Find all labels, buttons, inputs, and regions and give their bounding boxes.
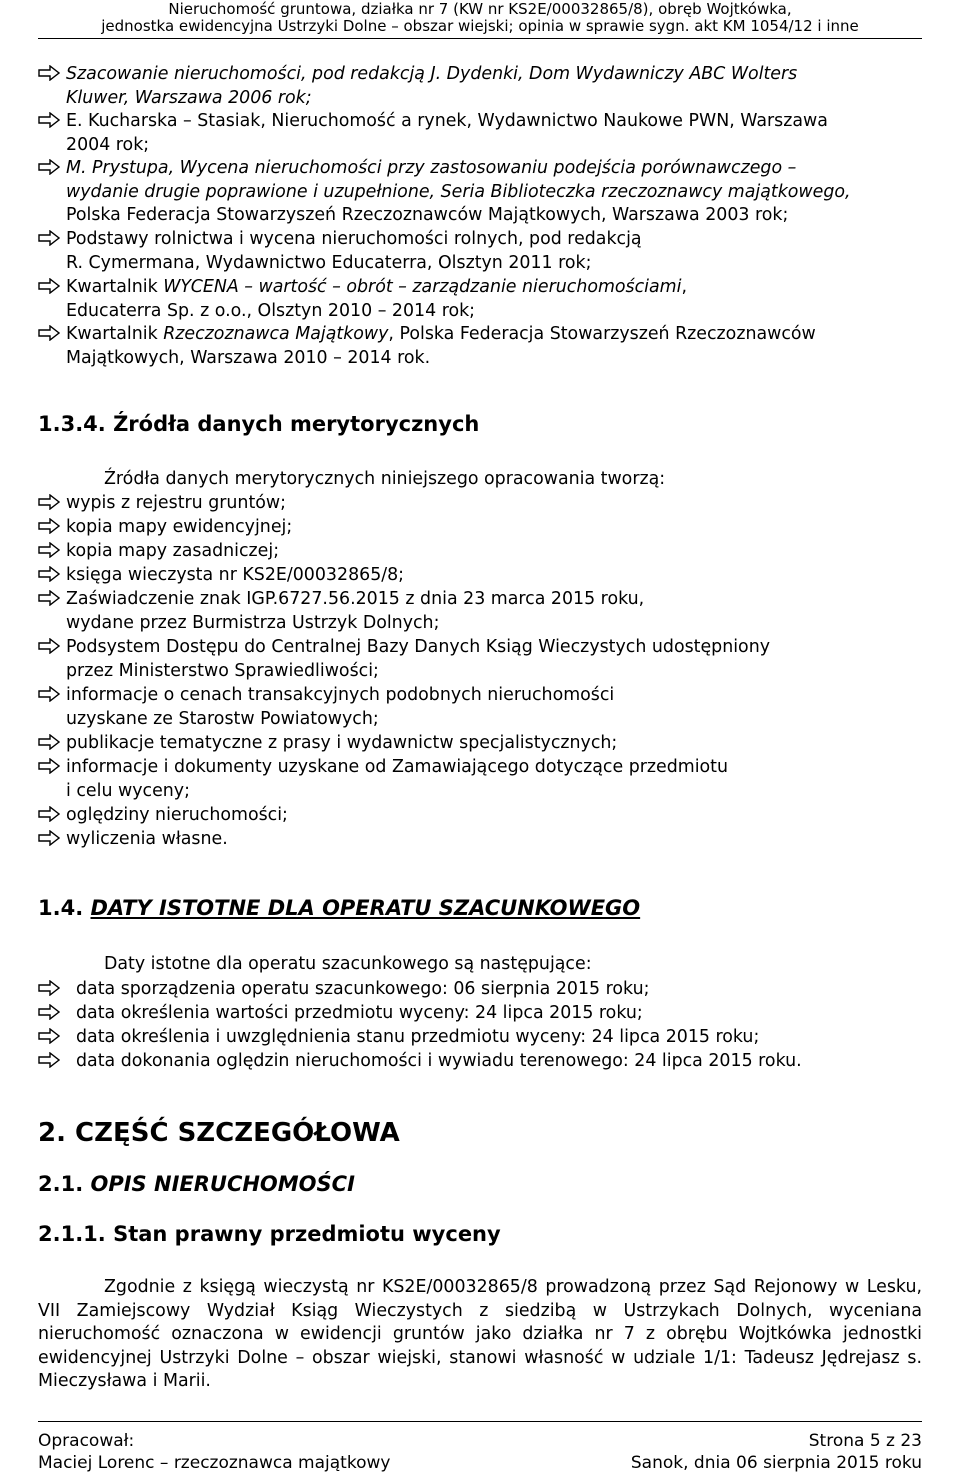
arrow-right-outline-icon — [38, 1004, 60, 1020]
arrow-right-outline-icon — [38, 566, 60, 582]
section-heading: 2.1.1. Stan prawny przedmiotu wyceny — [38, 1222, 501, 1246]
arrow-right-outline-icon — [38, 806, 60, 822]
arrow-right-outline-icon — [38, 1028, 60, 1044]
section-heading: 1.3.4. Źródła danych merytorycznych — [38, 412, 480, 436]
arrow-right-outline-icon — [38, 686, 60, 702]
section-intro: Źródła danych merytorycznych niniejszego opracowania tworzą: — [104, 469, 666, 489]
list-item: kopia mapy ewidencyjnej; — [66, 516, 926, 540]
arrow-right-outline-icon — [38, 159, 60, 175]
arrow-right-outline-icon — [38, 112, 60, 128]
arrow-right-outline-icon — [38, 1052, 60, 1068]
section-heading: 1.4. DATY ISTOTNE DLA OPERATU SZACUNKOWEGO — [38, 896, 641, 920]
literature-item: Kwartalnik Rzeczoznawca Majątkowy, Polska Federacja Stowarzyszeń Rzeczoznawców Majątkowych, Warszawa 2010 – 2014 rok. — [66, 323, 926, 370]
arrow-right-outline-icon — [38, 230, 60, 246]
header-divider — [38, 38, 922, 39]
arrow-right-outline-icon — [38, 830, 60, 846]
list-item: informacje o cenach transakcyjnych podobnych nieruchomości uzyskane ze Starostw Powiatowych; — [66, 684, 926, 731]
literature-item: E. Kucharska – Stasiak, Nieruchomość a rynek, Wydawnictwo Naukowe PWN, Warszawa 2004 rok; — [66, 110, 926, 157]
arrow-right-outline-icon — [38, 278, 60, 294]
arrow-right-outline-icon — [38, 518, 60, 534]
footer-page-info: Strona 5 z 23 Sanok, dnia 06 sierpnia 2015 roku — [630, 1431, 922, 1473]
list-item: oględziny nieruchomości; — [66, 804, 926, 828]
arrow-right-outline-icon — [38, 590, 60, 606]
arrow-right-outline-icon — [38, 65, 60, 81]
footer-author: Opracował: Maciej Lorenc – rzeczoznawca majątkowy — [38, 1431, 391, 1473]
date-item: data określenia i uwzględnienia stanu przedmiotu wyceny: 24 lipca 2015 roku; — [76, 1026, 936, 1050]
list-item: publikacje tematyczne z prasy i wydawnictw specjalistycznych; — [66, 732, 926, 756]
page-header-line2: jednostka ewidencyjna Ustrzyki Dolne – obszar wiejski; opinia w sprawie sygn. akt KM 1054/12 i inne — [101, 17, 859, 35]
list-item: Podsystem Dostępu do Centralnej Bazy Danych Ksiąg Wieczystych udostępniony przez Ministerstwo Sprawiedliwości; — [66, 636, 926, 683]
arrow-right-outline-icon — [38, 325, 60, 341]
list-item: informacje i dokumenty uzyskane od Zamawiającego dotyczące przedmiotu i celu wyceny; — [66, 756, 926, 803]
date-item: data sporządzenia operatu szacunkowego: 06 sierpnia 2015 roku; — [76, 978, 936, 1002]
chapter-heading: 2. CZĘŚĆ SZCZEGÓŁOWA — [38, 1118, 400, 1148]
literature-item: M. Prystupa, Wycena nieruchomości przy zastosowaniu podejścia porównawczego – wydanie drugie poprawione i uzupełnione, Seria Biblioteczka rzeczoznawcy majątkowego, Polska Federacja Stowarzyszeń Rzeczoznawców Majątkowych, Warszawa 2003 rok; — [66, 157, 926, 228]
literature-item: Szacowanie nieruchomości, pod redakcją J. Dydenki, Dom Wydawniczy ABC Wolters Kluwer, Warszawa 2006 rok; — [66, 63, 926, 110]
list-item: kopia mapy zasadniczej; — [66, 540, 926, 564]
arrow-right-outline-icon — [38, 542, 60, 558]
arrow-right-outline-icon — [38, 980, 60, 996]
footer-divider — [38, 1421, 922, 1422]
arrow-right-outline-icon — [38, 734, 60, 750]
list-item: księga wieczysta nr KS2E/00032865/8; — [66, 564, 926, 588]
list-item: wypis z rejestru gruntów; — [66, 492, 926, 516]
section-intro: Daty istotne dla operatu szacunkowego są następujące: — [104, 954, 592, 974]
body-paragraph: Zgodnie z księgą wieczystą nr KS2E/00032865/8 prowadzoną przez Sąd Rejonowy w Lesku, VII Zamiejscowy Wydział Ksiąg Wieczystych z siedzibą w Ustrzykach Dolnych, wyceniana nieruchomość oznaczona w ewidencji gruntów jako działka nr 7 z obrębu Wojtkówka jednostki ewidencyjnej Ustrzyki Dolne – obszar wiejski, stanowi własność w udziale 1/1: Tadeusz Jędrejasz s. Mieczysława i Marii. — [38, 1277, 922, 1391]
date-item: data określenia wartości przedmiotu wyceny: 24 lipca 2015 roku; — [76, 1002, 936, 1026]
list-item: Zaświadczenie znak IGP.6727.56.2015 z dnia 23 marca 2015 roku, wydane przez Burmistrza Ustrzyk Dolnych; — [66, 588, 926, 635]
date-item: data dokonania oględzin nieruchomości i wywiadu terenowego: 24 lipca 2015 roku. — [76, 1050, 936, 1074]
arrow-right-outline-icon — [38, 494, 60, 510]
arrow-right-outline-icon — [38, 638, 60, 654]
section-heading: 2.1. OPIS NIERUCHOMOŚCI — [38, 1172, 355, 1196]
page-header-line1: Nieruchomość gruntowa, działka nr 7 (KW nr KS2E/00032865/8), obręb Wojtkówka, — [168, 0, 792, 18]
literature-item: Podstawy rolnictwa i wycena nieruchomości rolnych, pod redakcją R. Cymermana, Wydawnictwo Educaterra, Olsztyn 2011 rok; — [66, 228, 926, 275]
list-item: wyliczenia własne. — [66, 828, 926, 852]
literature-item: Kwartalnik WYCENA – wartość – obrót – zarządzanie nieruchomościami, Educaterra Sp. z o.o., Olsztyn 2010 – 2014 rok; — [66, 276, 926, 323]
arrow-right-outline-icon — [38, 758, 60, 774]
